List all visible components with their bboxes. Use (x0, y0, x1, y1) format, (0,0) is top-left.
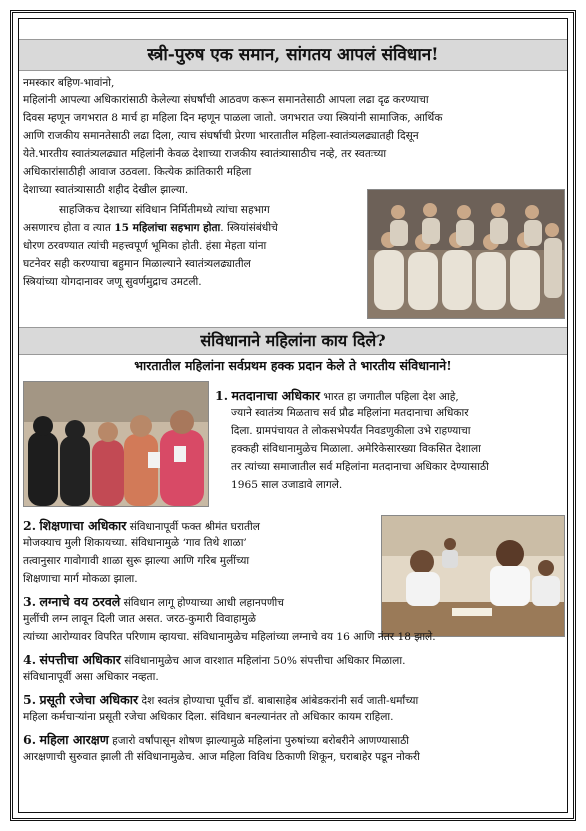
para2-text: असणारच होता व त्यात (23, 222, 111, 234)
para2-line: साहजिकच देशाच्या संविधान निर्मितीमध्ये त्यांचा सहभाग (59, 204, 270, 216)
right-2-line: मोजक्याच मुली शिकायच्या. संविधानामुळे ‘गाव तिथे शाळा’ (23, 537, 247, 549)
intro-line: येते.भारतीय स्वातंत्र्यलढ्यात महिलांनी केवळ देशाच्या राजकीय स्वातंत्र्यासाठीच नव्हे, तर स्वतःच्या (23, 148, 387, 160)
right-4-heading: संपत्तीचा अधिकार (39, 652, 121, 667)
right-5-line: महिला कर्मचाऱ्यांना प्रसूती रजेचा अधिकार दिला. संविधान बनल्यानंतर तो अधिकार कायम राहिला. (23, 711, 394, 723)
para2-bold: 15 महिलांचा सहभाग होता (114, 222, 221, 234)
intro-line: देशाच्या स्वातंत्र्यासाठी शहीद देखील झाल्या. (23, 184, 189, 196)
intro-line: महिलांनी आपल्या अधिकारांसाठी केलेल्या संघर्षांची आठवण करून समानतेसाठी आपला लढा दृढ करण्याचा (23, 94, 429, 106)
para2-line (23, 220, 363, 238)
para2-line: धोरण ठरवण्यात त्यांची महत्त्वपूर्ण भूमिका होती. हंसा मेहता यांना (23, 240, 267, 252)
right-2-text: संविधानापूर्वी फक्त श्रीमंत घरातील (129, 521, 260, 533)
right-3-line: त्यांच्या आरोग्यावर विपरित परिणाम व्हायचा. संविधानामुळेच महिलांच्या लग्नाचे वय 16 आणि नंतर 18 झाले. (23, 631, 436, 643)
page-title: स्त्री-पुरुष एक समान, सांगतय आपलं संविधान! (19, 39, 567, 71)
right-6-heading: महिला आरक्षण (39, 732, 109, 747)
page-content (18, 18, 568, 813)
para2-line: घटनेवर सही करण्याचा बहुमान मिळाल्याने स्वातंत्र्यलढ्यातील (23, 258, 251, 270)
right-6-number: 6. (23, 732, 37, 747)
right-1-line (215, 387, 563, 407)
right-6-line (23, 731, 563, 751)
right-2-line: शिक्षणाचा मार्ग मोकळा झाला. (23, 573, 138, 585)
right-3-heading: लग्नाचे वय ठरवले (39, 594, 121, 609)
right-3-line: मुलींची लग्न लावून दिली जात असत. जरठ-कुमारी विवाहामुळे (23, 613, 256, 625)
right-1-text: भारत हा जगातील पहिला देश आहे, (323, 391, 459, 403)
right-3-text: संविधान लागू होण्याच्या आधी लहानपणीच (123, 597, 284, 609)
section-subtitle: भारतातील महिलांना सर्वप्रथम हक्क प्रदान केले ते भारतीय संविधानाने! (134, 358, 452, 373)
right-5-text: देश स्वतंत्र होण्याचा पूर्वीच डॉ. बाबासाहेब आंबेडकरांनी सर्व जाती-धर्मांच्या (141, 695, 419, 707)
right-2-line: तत्वानुसार गावोगावी शाळा सुरू झाल्या आणि गरिब मुलींच्या (23, 555, 250, 567)
intro-line: अधिकारांसाठीही आवाज उठवला. कित्येक क्रांतिकारी महिला (23, 166, 252, 178)
women-voters-photo (23, 381, 209, 507)
right-6-line: आरक्षणाची सुरुवात झाली ती संविधानामुळेच. आज महिला विविध ठिकाणी शिकून, घराबाहेर पडून नोकरी (23, 751, 420, 763)
right-1-line: दिला. ग्रामपंचायत ते लोकसभेपर्यंत निवडणुकीला उभे राहण्याचा (231, 425, 471, 437)
right-1-heading: मतदानाचा अधिकार (231, 388, 321, 403)
greeting: नमस्कार बहिण-भावांनो, (23, 77, 115, 89)
right-4-line (23, 651, 563, 671)
section-title: संविधानाने महिलांना काय दिले? (19, 327, 567, 355)
right-3-number: 3. (23, 594, 37, 609)
intro-line: आणि राजकीय समानतेसाठी लढा दिला, त्याच संघर्षाची प्रेरणा भारतातील महिला-स्वातंत्र्यलढ्यातही दिसून (23, 130, 419, 142)
right-1-line: तर त्यांच्या समाजातील सर्व महिलांना मतदानाचा अधिकार देण्यासाठी (231, 461, 489, 473)
girls-studying-photo (381, 515, 565, 637)
right-5-number: 5. (23, 692, 37, 707)
para2-line: स्त्रियांच्या योगदानावर जणू सुवर्णमुद्राच उमटली. (23, 276, 202, 288)
right-2-line (23, 517, 377, 537)
right-1-line: ज्याने स्वातंत्र्य मिळताच सर्व प्रौढ महिलांना मतदानाचा अधिकार (231, 407, 469, 419)
right-1-line: 1965 साल उजाडावे लागले. (231, 479, 343, 491)
right-4-line: संविधानापूर्वी असा अधिकार नव्हता. (23, 671, 159, 683)
women-group-photo (367, 189, 565, 319)
right-5-heading: प्रसूती रजेचा अधिकार (39, 692, 139, 707)
right-2-heading: शिक्षणाचा अधिकार (39, 518, 127, 533)
right-4-text: संविधानामुळेच आज वारशात महिलांना 50% संपत्तीचा अधिकार मिळाला. (124, 655, 406, 667)
right-2-number: 2. (23, 518, 37, 533)
right-5-line (23, 691, 563, 711)
right-1-number: 1. (215, 388, 229, 403)
intro-line: दिवस म्हणून जगभरात 8 मार्च हा महिला दिन म्हणून पाळला जातो. जगभरात ज्या स्त्रियांनी सामाजिक, आर्थिक (23, 112, 443, 124)
para2-after: . स्त्रियांसंबंधीचे (220, 222, 278, 234)
right-4-number: 4. (23, 652, 37, 667)
right-6-text: हजारो वर्षांपासून शोषण झाल्यामुळे महिलांना पुरुषांच्या बरोबरीने आणण्यासाठी (112, 735, 410, 747)
right-3-line (23, 593, 377, 613)
right-1-line: हक्कही संविधानामुळेच मिळाला. अमेरिकेसारख्या विकसित देशाला (231, 443, 481, 455)
